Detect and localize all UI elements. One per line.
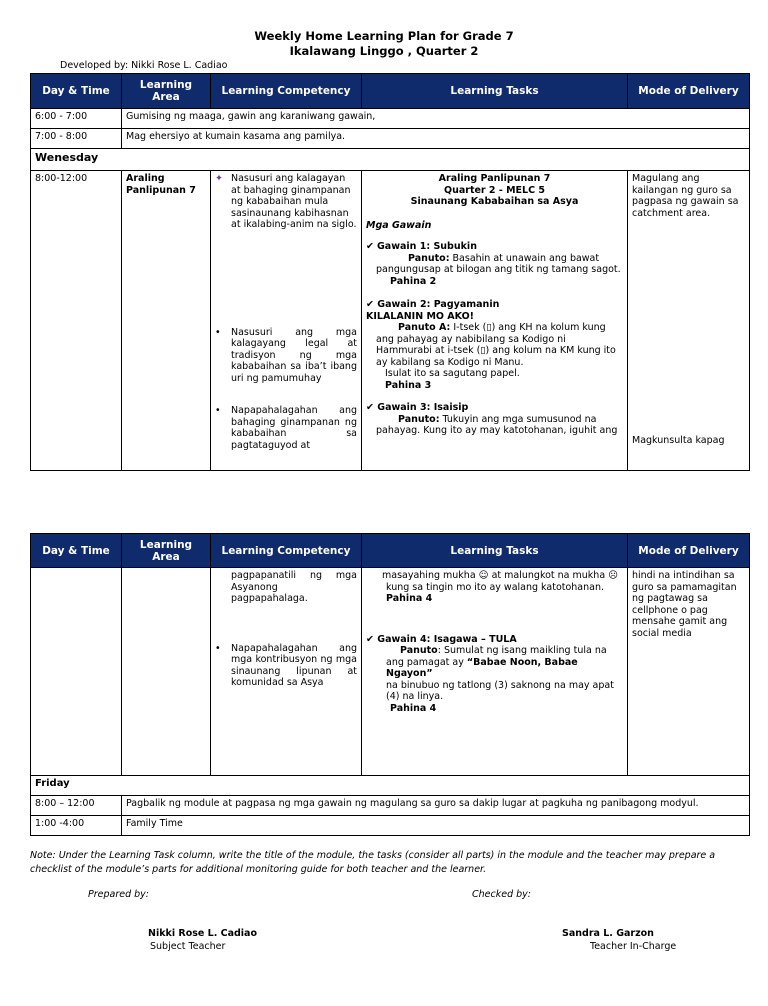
gawain-3-title: ✔ Gawain 3: Isaisip bbox=[366, 402, 469, 413]
learning-area-cell: Araling Panlipunan 7 bbox=[122, 171, 211, 471]
time-cell: 6:00 - 7:00 bbox=[31, 109, 122, 129]
bullet-icon: • bbox=[215, 405, 221, 416]
time-cell: 8:00-12:00 bbox=[31, 171, 122, 471]
table-header-row bbox=[31, 74, 750, 109]
day-row bbox=[31, 776, 750, 796]
document-title: Weekly Home Learning Plan for Grade 7 bbox=[254, 29, 514, 43]
checked-name: Sandra L. Garzon bbox=[562, 928, 654, 939]
task-heading: Araling Panlipunan 7 bbox=[438, 173, 551, 184]
activity-cell: Pagbalik ng module at pagpasa ng mga gawain ng magulang sa guro sa dakip lugar at pagkuha ng panibagong modyul. bbox=[122, 796, 750, 816]
mga-gawain-label: Mga Gawain bbox=[366, 219, 432, 231]
delivery-text: Magulang ang kailangan ng guro sa pagpasa ng gawain sa catchment area. bbox=[632, 173, 739, 219]
header-competency: Learning Competency bbox=[211, 74, 362, 109]
gawain-2-page: Pahina 3 bbox=[385, 379, 432, 391]
competency-item bbox=[215, 327, 357, 385]
competency-cell bbox=[211, 568, 362, 776]
prepared-by-label: Prepared by: bbox=[88, 889, 149, 900]
gawain-1-title: ✔ Gawain 1: Subukin bbox=[366, 241, 477, 252]
header-day-time: Day & Time bbox=[31, 534, 122, 568]
learning-plan-table-1 bbox=[30, 73, 750, 471]
note-text: Note: Under the Learning Task column, write the title of the module, the tasks (consider all parts) in the module and the teacher may prepare a checklist of the module’s parts for additional monitoring guide for both teacher and the learner. bbox=[30, 850, 716, 875]
header-delivery: Mode of Delivery bbox=[628, 74, 750, 109]
bullet-icon: • bbox=[215, 326, 221, 338]
bullet-icon: • bbox=[215, 642, 221, 654]
time-cell bbox=[31, 568, 122, 776]
gawain-2-note: Isulat ito sa sagutang papel. bbox=[385, 368, 520, 379]
time-cell: 1:00 -4:00 bbox=[31, 816, 122, 836]
day-row bbox=[31, 149, 750, 171]
time-cell: 7:00 - 8:00 bbox=[31, 129, 122, 149]
header-delivery: Mode of Delivery bbox=[628, 534, 750, 568]
star-icon: ✦ bbox=[215, 173, 223, 184]
header-learning-area: Learning Area bbox=[122, 534, 211, 568]
table-row bbox=[31, 796, 750, 816]
table-row bbox=[31, 568, 750, 776]
gawain-3-instructions: Panuto: Tukuyin ang mga sumusunod na pahayag. Kung ito ay may katotohanan, iguhit ang bbox=[376, 413, 618, 436]
document-subtitle: Ikalawang Linggo , Quarter 2 bbox=[289, 44, 479, 58]
header-day-time: Day & Time bbox=[31, 74, 122, 109]
activity-cell: Mag ehersiyo at kumain kasama ang pamilya. bbox=[122, 129, 750, 149]
gawain-2-subtitle: KILALANIN MO AKO! bbox=[366, 310, 474, 322]
check-icon: ✔ bbox=[366, 299, 374, 310]
header-learning-area: Learning Area bbox=[122, 74, 211, 109]
gawain-4-page: Pahina 4 bbox=[390, 702, 437, 714]
gawain-2-instructions: Panuto A: I-tsek (▯) ang KH na kolum kung ang pahayag ay nabibilang sa Kodigo ni Hammurabi at i-tsek (▯) ang kolum na KM kung ito ay kabilang sa Kodigo ni Manu. bbox=[376, 322, 616, 368]
prepared-role: Subject Teacher bbox=[150, 941, 226, 952]
header-tasks: Learning Tasks bbox=[362, 74, 628, 109]
gawain-1-instructions: Panuto: Basahin at unawain ang bawat pangungusap at bilogan ang titik ng tamang sagot. bbox=[376, 252, 621, 275]
competency-text: Napapahalagahan ang bahaging ginampanan ng kababaihan sa pagtataguyod at bbox=[231, 405, 357, 451]
task-text: masayahing mukha ☺ at malungkot na mukha ☹ bbox=[382, 570, 619, 581]
delivery-cell: hindi na intindihan sa guro sa pamamagitan ng pagtawag sa cellphone o pag mensahe gamit ang social media bbox=[628, 568, 750, 776]
check-icon: ✔ bbox=[366, 402, 374, 413]
header-competency: Learning Competency bbox=[211, 534, 362, 568]
checked-role: Teacher In-Charge bbox=[590, 941, 677, 952]
delivery-text: Magkunsulta kapag bbox=[632, 435, 725, 446]
table-row bbox=[31, 109, 750, 129]
gawain-2-title: ✔ Gawain 2: Pagyamanin bbox=[366, 299, 500, 310]
competency-item bbox=[215, 173, 357, 231]
time-cell: 8:00 – 12:00 bbox=[31, 796, 122, 816]
task-page: Pahina 4 bbox=[386, 593, 433, 604]
learning-area-cell bbox=[122, 568, 211, 776]
activity-cell: Family Time bbox=[122, 816, 750, 836]
competency-cell bbox=[211, 171, 362, 471]
tasks-cell bbox=[362, 568, 628, 776]
competency-item bbox=[215, 643, 357, 689]
day-label: Friday bbox=[31, 776, 750, 796]
competency-item bbox=[215, 405, 357, 451]
competency-text: Nasusuri ang mga kalagayang legal at tradisyon ng mga kababaihan sa iba’t ibang uri ng pamumuhay bbox=[231, 326, 357, 384]
table-row bbox=[31, 816, 750, 836]
competency-text: Nasusuri ang kalagayan at bahaging ginampanan ng kababaihan mula sasinaunang kabihasnan at ikalabing-anim na siglo. bbox=[231, 173, 357, 230]
gawain-4-detail: na binubuo ng tatlong (3) saknong na may apat (4) na linya. bbox=[386, 679, 614, 702]
table-row bbox=[31, 171, 750, 471]
learning-plan-table-2 bbox=[30, 533, 750, 836]
activity-cell: Gumising ng maaga, gawin ang karaniwang gawain, bbox=[122, 109, 750, 129]
competency-text: Napapahalagahan ang mga kontribusyon ng mga sinaunang lipunan at komunidad sa Asya bbox=[231, 642, 357, 688]
checked-by-label: Checked by: bbox=[472, 889, 531, 900]
competency-text: pagpapanatili ng mga Asyanong pagpapahalaga. bbox=[231, 570, 357, 604]
day-label: Wenesday bbox=[31, 149, 750, 171]
task-heading: Quarter 2 - MELC 5 bbox=[444, 184, 545, 196]
developed-by: Developed by: Nikki Rose L. Cadiao bbox=[60, 60, 228, 71]
table-header-row bbox=[31, 534, 750, 568]
gawain-4-instructions: Panuto: Sumulat ng isang maikling tula na ang pamagat ay “Babae Noon, Babae Ngayon” bbox=[386, 645, 607, 679]
gawain-4-title: ✔ Gawain 4: Isagawa – TULA bbox=[366, 633, 517, 645]
prepared-name: Nikki Rose L. Cadiao bbox=[148, 928, 257, 939]
delivery-cell bbox=[628, 171, 750, 471]
check-icon: ✔ bbox=[366, 241, 374, 252]
task-heading: Sinaunang Kababaihan sa Asya bbox=[410, 196, 579, 207]
gawain-1-page: Pahina 2 bbox=[390, 275, 437, 287]
task-text: kung sa tingin mo ito ay walang katotohanan. bbox=[386, 581, 605, 593]
table-row bbox=[31, 129, 750, 149]
tasks-cell bbox=[362, 171, 628, 471]
header-tasks: Learning Tasks bbox=[362, 534, 628, 568]
check-icon: ✔ bbox=[366, 633, 374, 645]
